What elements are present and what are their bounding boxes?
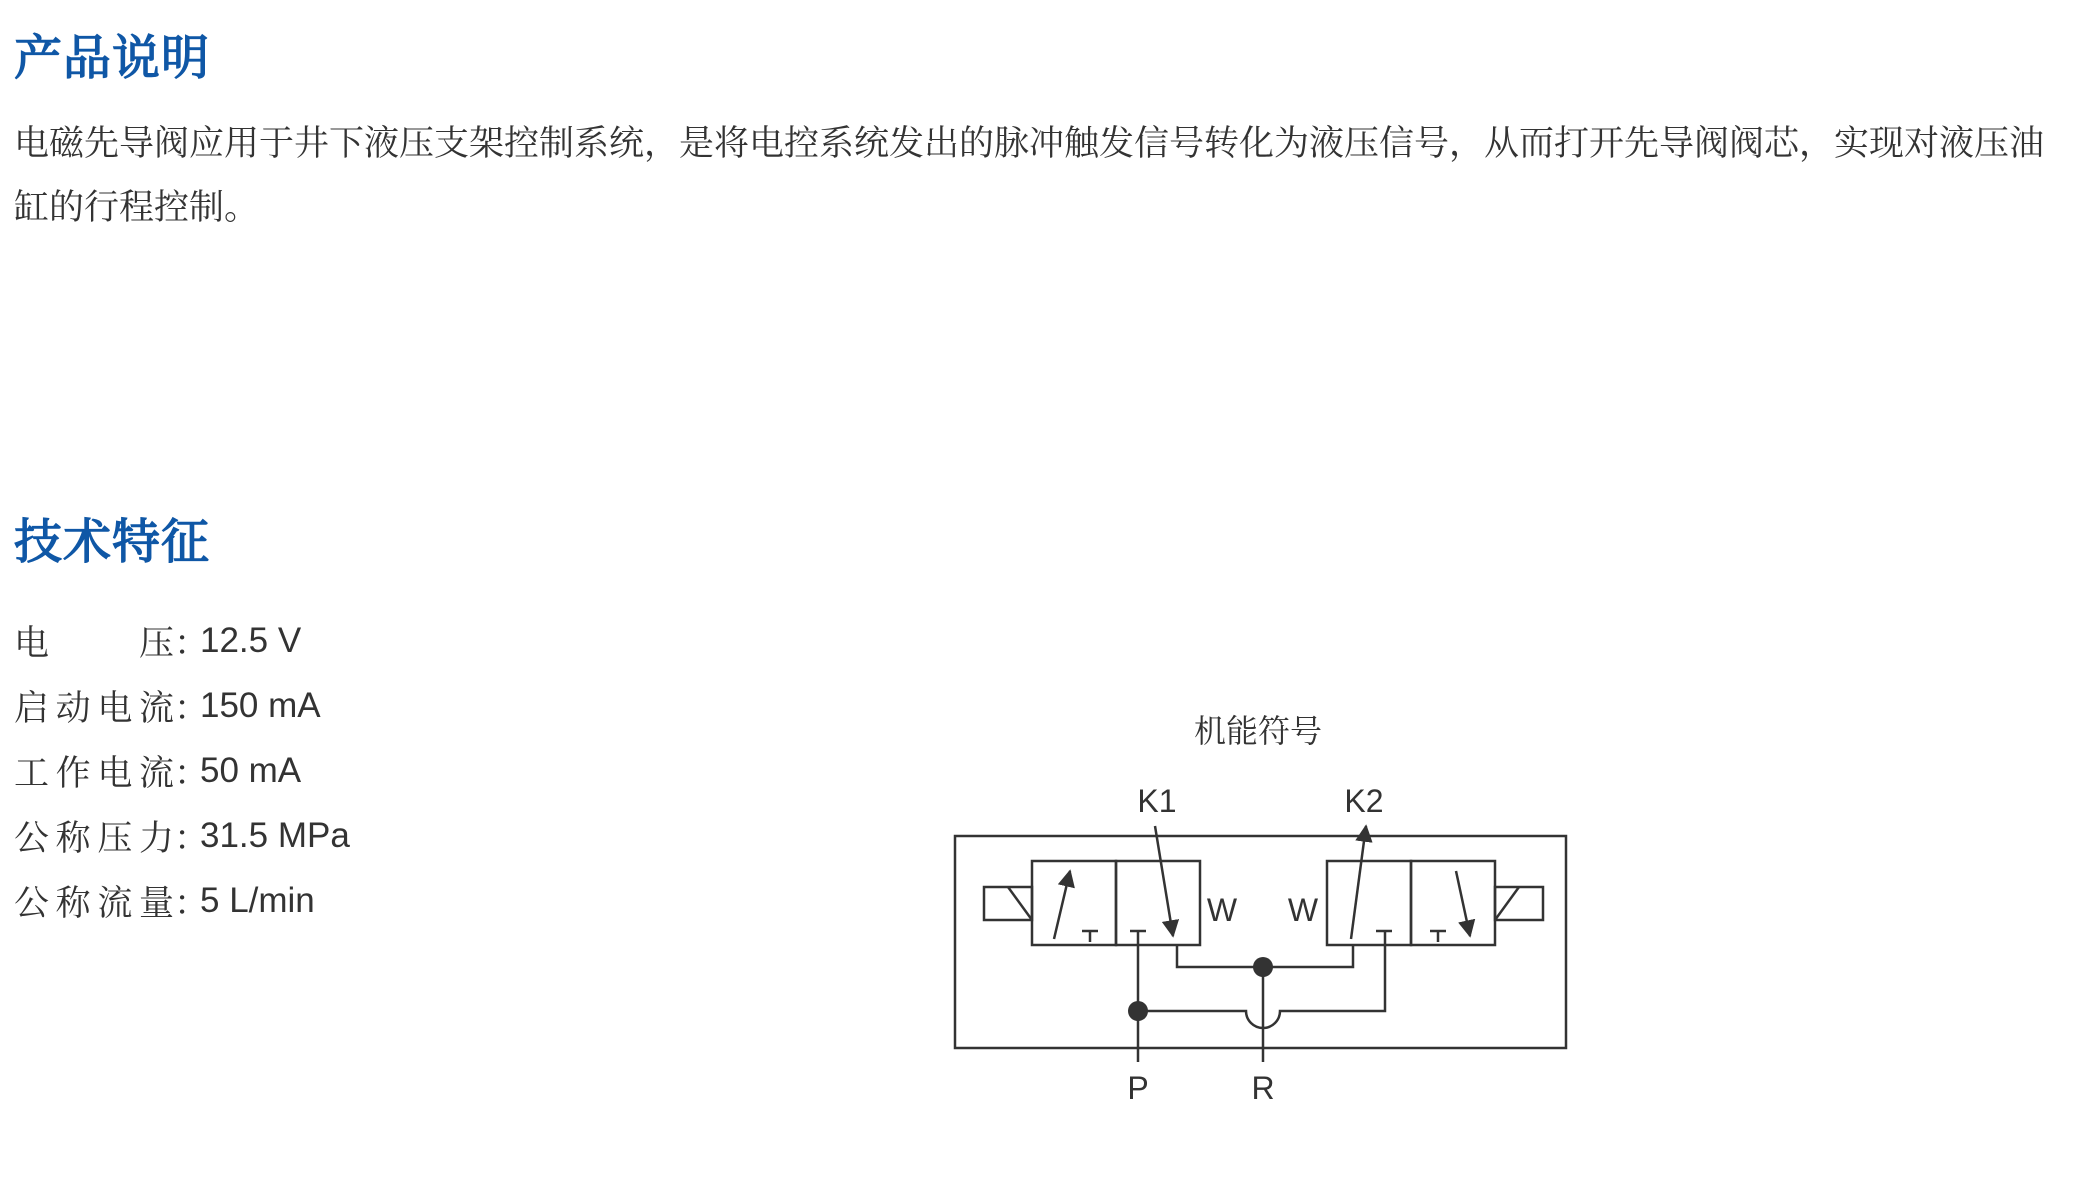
spec-label: 公称压力: [14, 818, 174, 859]
port-k2-label: K2: [1344, 783, 1384, 819]
left-solenoid-stroke: [1008, 887, 1032, 920]
right-valve-box-2: [1411, 861, 1495, 945]
diagram-title: 机能符号: [1193, 712, 1323, 750]
return-junction-dot: [1253, 957, 1273, 977]
right-flow-arrow-1: [1351, 826, 1366, 939]
product-description-text: 电磁先导阀应用于井下液压支架控制系统，是将电控系统发出的脉冲触发信号转化为液压信号，从而打开先导阀阀芯，实现对液压油缸的行程控制。: [14, 124, 2045, 228]
spec-separator: ：: [174, 753, 210, 794]
spec-value: 5 L/min: [200, 880, 315, 920]
spec-separator: ：: [174, 818, 210, 859]
left-flow-arrow-2: [1155, 826, 1173, 936]
spec-label: 公称流量: [14, 883, 174, 924]
right-valve-box-1: [1327, 861, 1411, 945]
left-solenoid: [984, 887, 1032, 920]
port-w-right-label: W: [1287, 892, 1319, 928]
spec-label: 工作电流: [14, 753, 174, 794]
spec-label: 电压: [14, 623, 174, 664]
right-solenoid-stroke: [1495, 887, 1519, 920]
spec-separator: ：: [174, 623, 210, 664]
port-w-left-label: W: [1206, 892, 1238, 928]
spec-label: 启动电流: [14, 688, 174, 729]
left-flow-arrow-1: [1054, 871, 1070, 939]
right-solenoid: [1495, 887, 1543, 920]
technical-features-title: 技术特征: [14, 514, 211, 570]
left-valve-box-1: [1032, 861, 1116, 945]
right-flow-arrow-2: [1456, 871, 1470, 936]
pressure-junction-dot: [1128, 1001, 1148, 1021]
left-valve-box-2: [1116, 861, 1200, 945]
port-k1-label: K1: [1137, 783, 1177, 819]
port-r-label: R: [1251, 1070, 1275, 1106]
spec-value: 50 mA: [200, 750, 302, 790]
housing-outline: [955, 836, 1566, 1048]
spec-separator: ：: [174, 883, 210, 924]
spec-separator: ：: [174, 688, 210, 729]
product-description-title: 产品说明: [14, 30, 211, 86]
spec-value: 12.5 V: [200, 620, 302, 660]
spec-value: 150 mA: [200, 685, 321, 725]
spec-value: 31.5 MPa: [200, 815, 350, 855]
port-p-label: P: [1127, 1070, 1149, 1106]
